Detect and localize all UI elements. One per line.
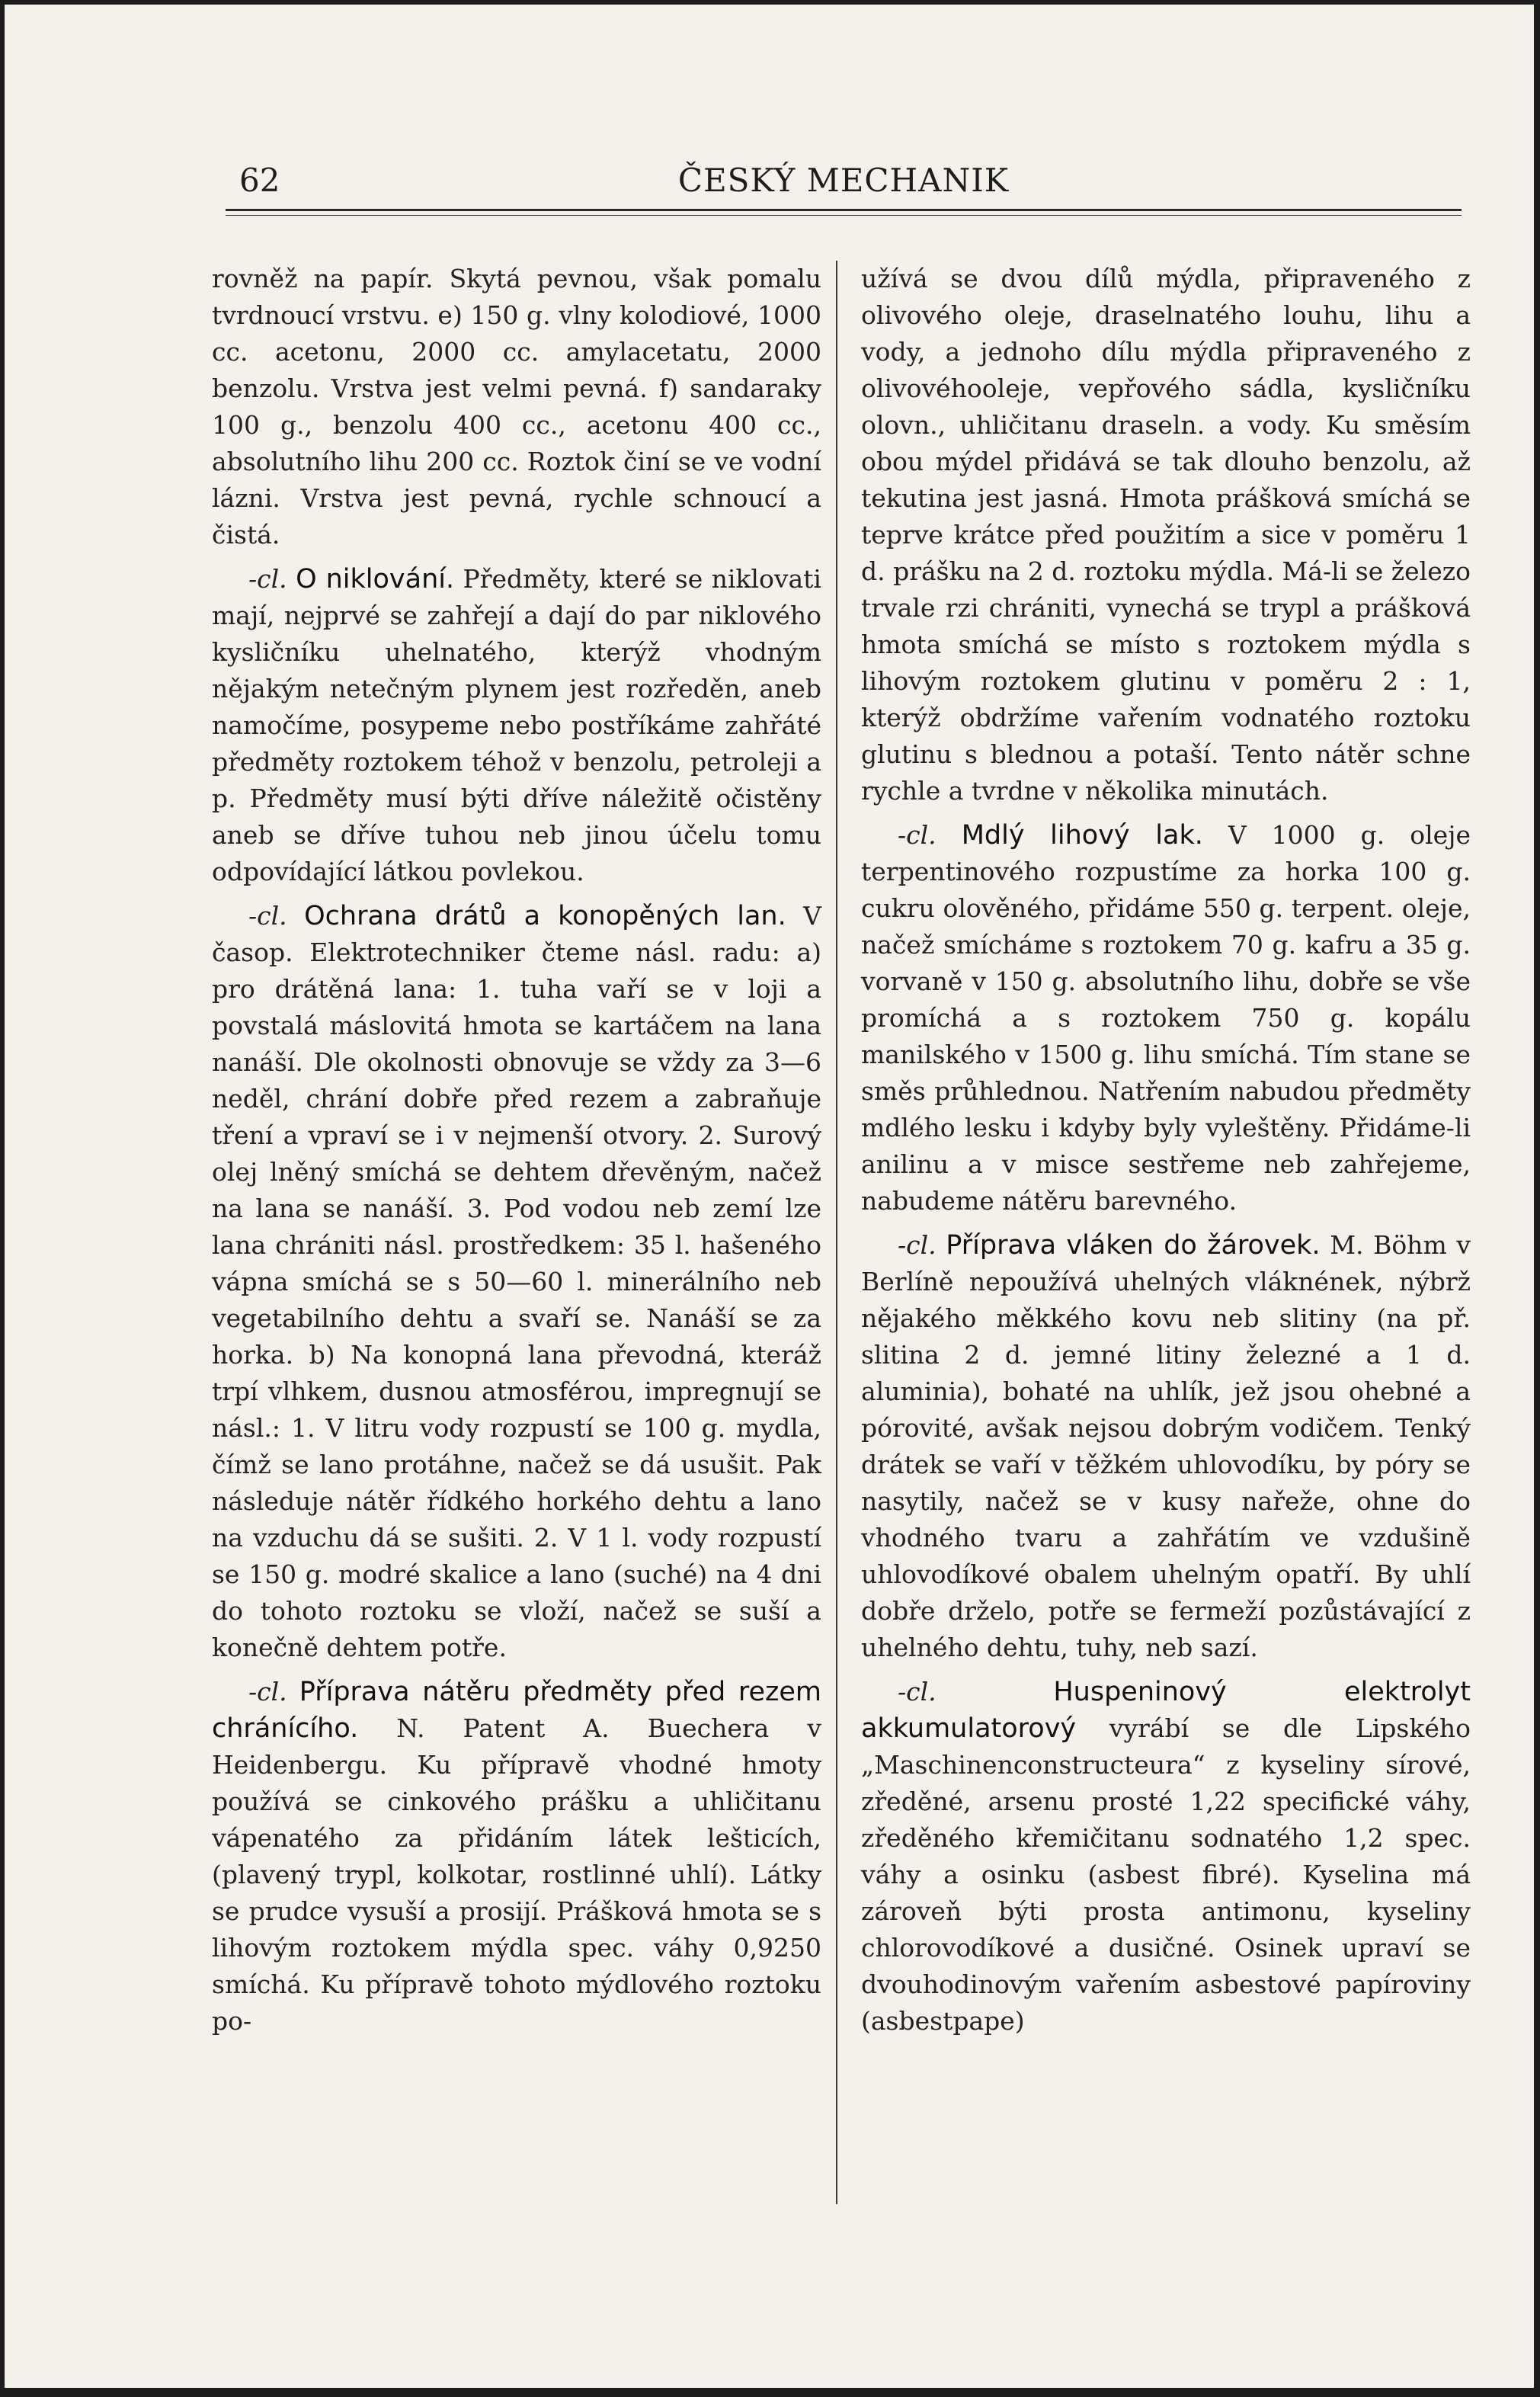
paragraph-continuation (212, 261, 821, 553)
paragraph-body: rovněž na papír. Skytá pevnou, však pomalu tvrdnoucí vrstvu. e) 150 g. vlny kolodiové, 1000 cc. acetonu, 2000 cc. amylacetatu, 2000 benzolu. Vrstva jest velmi pevná. f) sandaraky 100 g., benzolu 400 cc., acetonu 400 cc., absolutního lihu 200 cc. Roztok činí se ve vodní lázni. Vrstva jest pevná, rychle schnoucí a čistá. (212, 264, 821, 550)
article-nickel-plating (212, 561, 821, 890)
article-heading: Huspeninový elektrolyt akkumulatorový (861, 1677, 1471, 1744)
paragraph-body: užívá se dvou dílů mýdla, připraveného z olivového oleje, draselnatého louhu, lihu a vody, a jednoho dílu mýdla připraveného z olivovéhooleje, vepřového sádla, kysličníku olovn., uhličitanu draseln. a vody. Ku směsím obou mýdel přidává se tak dlouho benzolu, až tekutina jest jasná. Hmota prášková smíchá se teprve krátce před použitím a sice v poměru 1 d. prášku na 2 d. roztoku mýdla. Má-li se železo trvale rzi chrániti, vynechá se trypl a prášková hmota smíchá se místo s roztokem mýdla s lihovým roztokem glutinu v poměru 2 : 1, kterýž obdržíme vařením vodnatého roztoku glutinu s blednou a potaší. Tento nátěr schne rychle a tvrdne v několika minutách. (861, 264, 1471, 806)
right-column (861, 261, 1471, 2040)
author-mark: -cl. (248, 901, 287, 931)
column-divider (836, 261, 837, 2204)
author-mark: -cl. (898, 820, 936, 850)
article-wire-rope-protection (212, 898, 821, 1666)
article-body: V 1000 g. oleje terpentinového rozpustíme za horka 100 g. cukru olověného, přidáme 550 g. terpent. oleje, načež smícháme s roztokem 70 g. kafru a 35 g. vorvaně v 150 g. absolutního lihu, dobře se vše promíchá a s roztokem 750 g. kopálu manilského v 1500 g. lihu smíchá. Tím stane se směs průhlednou. Natřením nabudou předměty mdlého lesku i kdyby byly vyleštěny. Přidáme-li anilinu a v misce sestřeme neb zahřejeme, nabudeme nátěru barevného. (861, 820, 1471, 1216)
article-body: V časop. Elektrotechniker čteme násl. radu: a) pro drátěná lana: 1. tuha vaří se v loji a povstalá máslovitá hmota se kartáčem na lana nanáší. Dle okolnosti obnovuje se vždy za 3—6 neděl, chrání dobře před rezem a zabraňuje tření a vpraví se i v nejmenší otvory. 2. Surový olej lněný smíchá se dehtem dřevěným, načež na lana se nanáší. 3. Pod vodou neb zemí lze lana chrániti násl. prostředkem: 35 l. hašeného vápna smíchá se s 50—60 l. minerálního neb vegetabilního dehtu a svaří se. Nanáší se za horka. b) Na konopná lana převodná, kteráž trpí vlhkem, dusnou atmosférou, impregnují se násl.: 1. V litru vody rozpustí se 100 g. mydla, čímž se lano protáhne, načež se dá usušit. Pak následuje nátěr řídkého horkého dehtu a lano na vzduchu dá se sušiti. 2. V 1 l. vody rozpustí se 150 g. modré skalice a lano (suché) na 4 dni do tohoto roztoku se vloží, načež se suší a konečně dehtem potře. (212, 901, 821, 1662)
header-rule (226, 209, 1462, 211)
article-heading: Příprava nátěru předměty před rezem chránícího. (212, 1677, 822, 1744)
article-heading: Příprava vláken do žárovek. (946, 1230, 1321, 1261)
author-mark: -cl. (898, 1677, 936, 1706)
paragraph-continuation (861, 261, 1471, 809)
article-heading: O niklování. (296, 564, 455, 594)
left-column (212, 261, 821, 2040)
author-mark: -cl. (248, 1677, 287, 1706)
header-rule-thin (226, 215, 1462, 216)
article-heading: Ochrana drátů a konopěných lan. (304, 901, 786, 931)
article-matte-lacquer (861, 817, 1471, 1219)
journal-title: ČESKÝ MECHANIK (677, 162, 1010, 199)
article-lamp-filaments (861, 1227, 1471, 1666)
article-body: Předměty, které se niklovati mají, nejprvé se zahřejí a dají do par niklového kysličníku uhelnatého, kterýž vhodným nějakým netečným plynem jest rozředěn, aneb namočíme, posypeme nebo postříkáme zahřáté předměty roztokem téhož v benzolu, petroleji a p. Předměty musí býti dříve náležitě očistěny aneb se dříve tuhou neb jinou účelu tomu odpovídající látkou povlekou. (212, 564, 821, 886)
article-body: vyrábí se dle Lipského „Maschinenconstructeura“ z kyseliny sírové, zředěné, arsenu prosté 1,22 specifické váhy, zředěného křemičitanu sodnatého 1,2 spec. váhy a osinku (asbest fibré). Kyselina má zároveň býti prosta antimonu, kyseliny chlorovodíkové a dusičné. Osinek upraví se dvouhodinovým vařením asbestové papíroviny (asbestpape) (861, 1713, 1471, 2036)
scanned-page (5, 5, 1534, 2388)
page-header (226, 157, 1462, 203)
author-mark: -cl. (248, 564, 287, 594)
article-body: M. Böhm v Berlíně nepoužívá uhelných vláknének, nýbrž nějakého měkkého kovu neb slitiny (na př. slitina 2 d. jemné litiny železné a 1 d. aluminia), bohaté na uhlík, jež jsou ohebné a pórovité, avšak nejsou dobrým vodičem. Tenký drátek se vaří v těžkém uhlovodíku, by póry se nasytily, načež se v kusy nařeže, ohne do vhodného tvaru a zahřátím ve vzdušině uhlovodíkové obalem uhelným opatří. By uhlí dobře drželo, potře se fermeží pozůstávající z uhelného dehtu, tuhy, neb sazí. (861, 1230, 1471, 1662)
author-mark: -cl. (898, 1230, 936, 1260)
article-heading: Mdlý lihový lak. (961, 820, 1203, 851)
page-number: 62 (239, 162, 280, 199)
article-gel-electrolyte (861, 1674, 1471, 2040)
article-rust-coating (212, 1674, 821, 2040)
article-body: N. Patent A. Buechera v Heidenbergu. Ku přípravě vhodné hmoty používá se cinkového prášku a uhličitanu vápenatého za přidáním látek lešticích, (plavený trypl, kolkotar, rostlinné uhlí). Látky se prudce vysuší a prosijí. Prášková hmota se s lihovým roztokem mýdla spec. váhy 0,9250 smíchá. Ku přípravě tohoto mýdlového roztoku po- (212, 1713, 821, 2036)
